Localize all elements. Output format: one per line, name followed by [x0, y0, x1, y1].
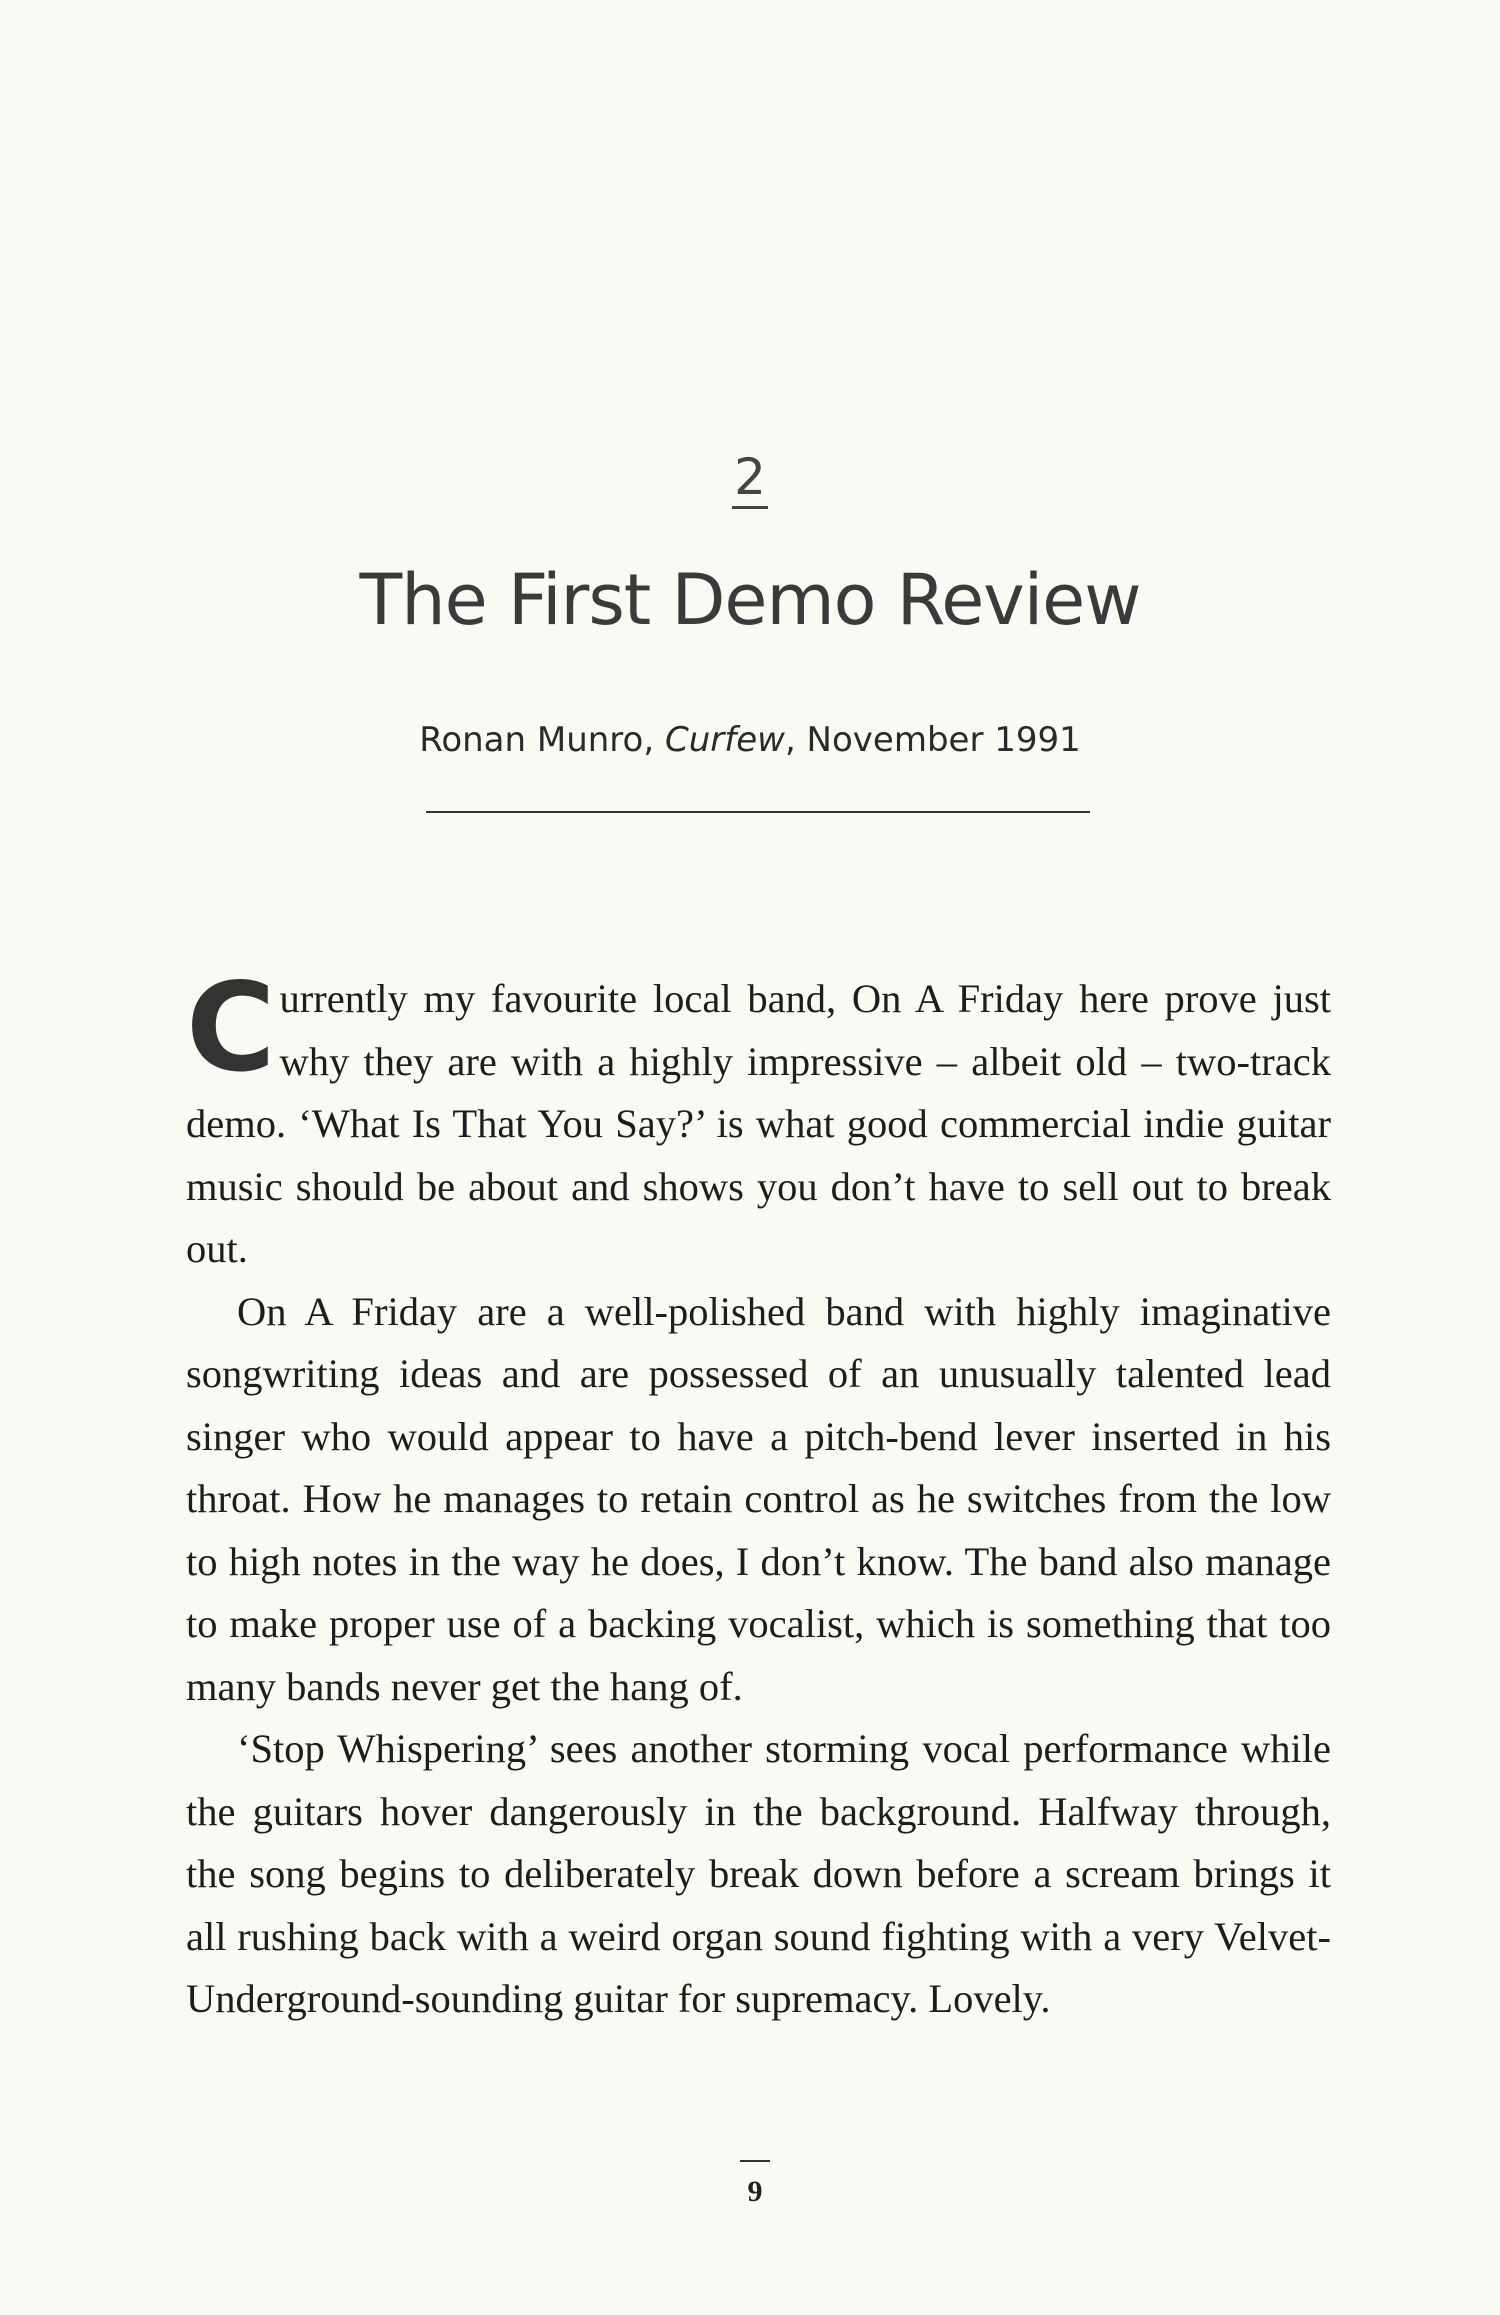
- chapter-title: The First Demo Review: [359, 559, 1141, 641]
- paragraph-2: On A Friday are a well-polished band with highly imaginative songwriting ideas and are possessed of an unusually talented lead singer who would appear to have a pitch-bend lever inserted in his throat. How he manages to retain control as he switches from the low to high notes in the way he does, I don’t know. The band also manage to make proper use of a backing vocalist, which is something that too many bands never get the hang of.: [186, 1288, 1331, 1709]
- title-divider: [426, 811, 1090, 813]
- paragraph-1-text: urrently my favourite local band, On A Friday here prove just why they are with a highly impressive – albeit old – two-track demo. ‘What Is That You Say?’ is what good commercial indie guitar music should be about and shows you don’t have to sell out to break out.: [186, 976, 1331, 1271]
- page-number: 9: [747, 2175, 763, 2208]
- page-number-rule: [740, 2160, 770, 2162]
- chapter-number-text: 2: [732, 452, 768, 509]
- article-body: [186, 957, 1331, 2031]
- drop-cap: C: [186, 957, 276, 1099]
- byline-date: , November 1991: [784, 720, 1081, 760]
- byline-publication: Curfew: [664, 720, 785, 760]
- paragraph-1: [186, 957, 1331, 1281]
- chapter-number: [0, 448, 1500, 509]
- paragraph-3: ‘Stop Whispering’ sees another storming vocal performance while the guitars hover dangerously in the background. Halfway through, the song begins to deliberately break down before a scream brings it all rushing back with a weird organ sound fighting with a very Velvet-Underground-sounding guitar for supremacy. Lovely.: [186, 1726, 1331, 2021]
- byline: [0, 720, 1500, 760]
- byline-author: Ronan Munro,: [419, 720, 665, 760]
